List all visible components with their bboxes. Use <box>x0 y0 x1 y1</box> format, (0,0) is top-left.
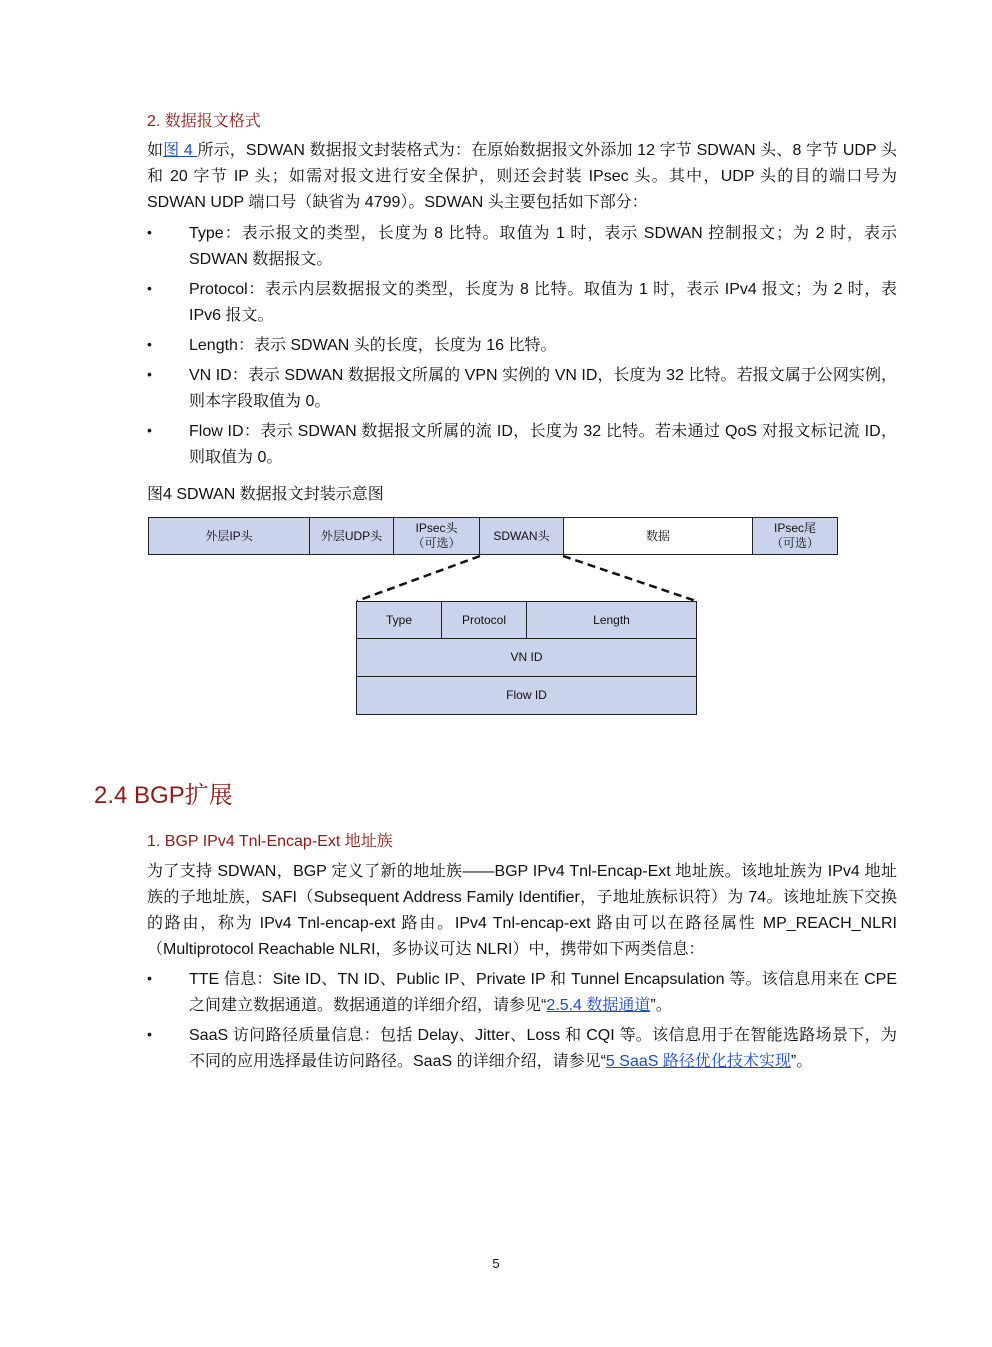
flow-id-field-box: Flow ID <box>356 676 697 715</box>
bullet-icon: • <box>147 336 152 352</box>
data-channel-link[interactable]: 2.5.4 数据通道 <box>546 997 651 1014</box>
protocol-field-box: Protocol <box>441 601 527 639</box>
type-field-box: Type <box>356 601 442 639</box>
bullet-icon: • <box>147 366 152 382</box>
bullet-type: Type：表示报文的类型，长度为 8 比特。取值为 1 时，表示 SDWAN 控制报文；为 2 时，表示 SDWAN 数据报文。 <box>189 225 897 268</box>
ipsec-trailer-label: IPsec尾 <box>773 521 816 535</box>
bullet-protocol: Protocol：表示内层数据报文的类型，长度为 8 比特。取值为 1 时，表示 IPv4 报文；为 2 时，表 IPv6 报文。 <box>189 281 897 324</box>
sdwan-header-box: SDWAN头 <box>479 517 564 555</box>
ipsec-trailer-optional: （可选） <box>770 536 819 550</box>
outer-udp-header-box: 外层UDP头 <box>309 517 394 555</box>
outer-ip-header-box: 外层IP头 <box>148 517 310 555</box>
bullet-icon: • <box>147 224 152 240</box>
expansion-line-left <box>357 556 480 601</box>
ipsec-header-label: IPsec头 <box>415 521 458 535</box>
bgp-intro: 为了支持 SDWAN，BGP 定义了新的地址族——BGP IPv4 Tnl-Encap-Ext 地址族。该地址族为 IPv4 地址族的子地址族，SAFI（Subsequent Address Family Identifier，子地址族标识符）为 74。该地址族下交换的路由，称为 IPv4 Tnl-encap-ext 路由。IPv4 Tnl-encap-ext 路由可以在路径属性 MP_REACH_NLRI（Multiprotocol Reachable NLRI，多协议可达 NLRI）中，携带如下两类信息： <box>147 863 897 958</box>
figure-4-link[interactable]: 图 4 <box>163 142 198 159</box>
bullet-flow-id: Flow ID：表示 SDWAN 数据报文所属的流 ID，长度为 32 比特。若未通过 QoS 对报文标记流 ID，则取值为 0。 <box>189 423 897 466</box>
intro-text: 所示，SDWAN 数据报文封装格式为：在原始数据报文外添加 12 字节 SDWAN 头、8 字节 UDP 头和 20 字节 IP 头；如需对报文进行安全保护，则还会封装 IPsec 头。其中，UDP 头的目的端口号为 SDWAN UDP 端口号（缺省为 4799）。SDWAN 头主要包括如下部分： <box>147 142 897 211</box>
bullet-tte-info <box>189 967 897 1019</box>
length-field-box: Length <box>526 601 697 639</box>
intro-prefix: 如 <box>147 142 164 159</box>
subsection-heading-address-family: 1. BGP IPv4 Tnl-Encap-Ext 地址族 <box>147 833 393 850</box>
data-payload-box: 数据 <box>563 517 753 555</box>
bullet-vn-id: VN ID：表示 SDWAN 数据报文所属的 VPN 实例的 VN ID，长度为 32 比特。若报文属于公网实例，则本字段取值为 0。 <box>189 367 897 410</box>
saas-text: SaaS 访问路径质量信息：包括 Delay、Jitter、Loss 和 CQI 等。该信息用于在智能选路场景下，为不同的应用选择最佳访问路径。SaaS 的详细介绍，请参见“ <box>189 1027 897 1070</box>
bullet-icon: • <box>147 970 152 986</box>
section-heading-bgp: 2.4 BGP扩展 <box>94 782 233 809</box>
ipsec-header-optional: （可选） <box>412 536 461 550</box>
section-heading-formats: 2. 数据报文格式 <box>147 113 261 130</box>
tte-text: TTE 信息：Site ID、TN ID、Public IP、Private IP 和 Tunnel Encapsulation 等。该信息用来在 CPE 之间建立数据通道。数据通道的详细介绍，请参见“ <box>189 971 897 1014</box>
tte-end: ”。 <box>650 997 672 1014</box>
bullet-icon: • <box>147 422 152 438</box>
bullet-icon: • <box>147 280 152 296</box>
vn-id-field-box: VN ID <box>356 638 697 677</box>
figure-caption: 图4 SDWAN 数据报文封装示意图 <box>147 486 384 503</box>
bullet-length: Length：表示 SDWAN 头的长度，长度为 16 比特。 <box>189 337 557 354</box>
page-number: 5 <box>492 1256 500 1271</box>
expansion-line-right <box>563 556 696 601</box>
bullet-saas-quality <box>189 1023 897 1075</box>
saas-optimization-link[interactable]: 5 SaaS 路径优化技术实现 <box>605 1053 791 1070</box>
saas-end: ”。 <box>790 1053 813 1070</box>
bullet-icon: • <box>147 1026 152 1042</box>
